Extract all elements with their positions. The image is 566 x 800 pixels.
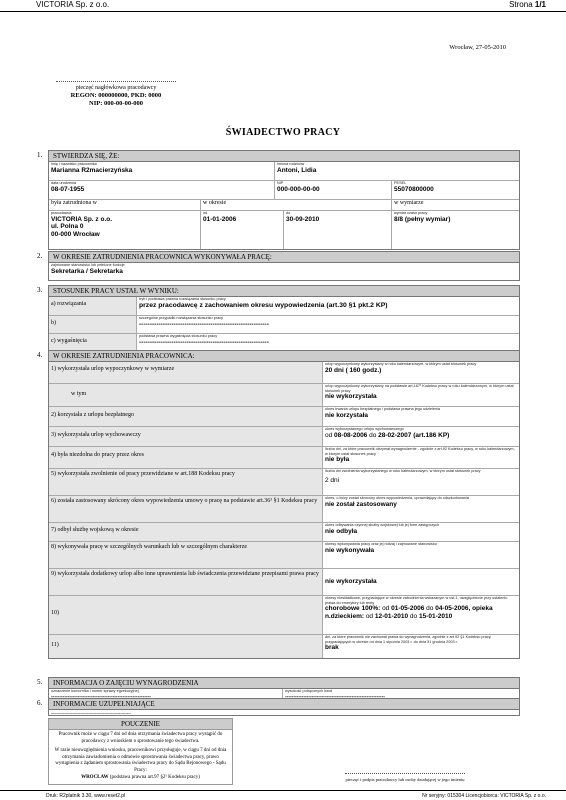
section-2: 2. W OKRESIE ZATRUDNIENIA PRACOWNICA WYKONYWAŁA PRACĘ: zajmowane stanowisko lub pełnione funkcje Sekretarka / Sekretarka xyxy=(48,251,520,281)
section-4: 4. W OKRESIE ZATRUDNIENIA PRACOWNICA: 1) wykorzystała urlop wypoczynkowy w wymiarze urlop wypoczynkowy wykorzystany w roku kalendarzowym, w którym ustał stosunek pracy 20 dni ( 160 godz.) w tym urlop wypoczynkowy wykorzystany na podstawie art.167¹ Kodeksu pracy w roku kalendarzowym, w którym ustał stosunek pracy nie wykorzystała 2) korzystała z urlopu bezpłatnego okres trwania urlopu bezpłatnego i podstawa prawna jego udzielenia nie korzystała 3) wykorzystała urlop wychowawczy okres wykorzystanego urlopu wychowawczego od 08-08-2006 do 28-02-2007 (art.186 KP) 4) była niezdolna do pracy przez okres liczba dni, za które pracownik otrzymał wynagrodzenie - zgodnie z art.92 Kodeksu pracy, w roku kalendarzowym, w którym ustał stosunek pracy nie była 5) wykorzystała zwolnienie od pracy przewidziane w art.188 Kodeksu pracy liczba dni zwolnienia wykorzystanego w roku kalendarzowym, w którym ustał stosunek pracy 2 dni 6) została zastosowany skrócony okres wypowiedzenia umowy o pracę na podstawie art.36¹ §1 Kodeksu pracy okres, o który został skrócony okres wypowiedzenia, uprawniający do odszkodowania nie został zastosowany 7) odbył służbę wojskową w okresie okres odbywania czynnej służby wojskowej lub jej form zastępczych nie odbyła 8) wykonywała pracę w szczególnych warunkach lub w szczególnym charakterze okresy wykonywania pracy oraz jej rodzaj i zajmowane stanowisko nie wykonywała 9) wykorzystała dodatkowy urlop albo inne uprawnienia lub świadczenia przewidziane przepisami prawa pracy nie wykorzystała 10) okresy nieskładkowe, przypadające w okresie zatrudnienia wskazanym w ust.1, uwzględnione przy ustaleniu prawa do emerytury lub renty chorobowe 100%: od 01-05-2006 do 04-05-2006, opieka n.dzieckiem: od 12-01-2010 do 15-01-2010 11) dni, za które pracownik nie zachował prawa do wynagrodzenia, zgodnie z art.92 §1 Kodeksu pracy, przypadających w okresie od dnia 1 stycznia 2003 r. do dnia 31 grudnia 2003 r. brak xyxy=(48,350,520,659)
section-2-header: W OKRESIE ZATRUDNIENIA PRACOWNICA WYKONYWAŁA PRACĘ: xyxy=(49,252,519,263)
section-3-header: STOSUNEK PRACY USTAŁ W WYNIKU: xyxy=(49,286,519,297)
instructions-title: POUCZENIE xyxy=(49,719,232,730)
signature-label: pieczęć i podpis pracodawcy lub osoby działającej w jego imieniu xyxy=(345,777,465,782)
employer-city: 00-000 Wrocław xyxy=(51,230,100,238)
section-1: 1. STWIERDZA SIĘ, ŻE: imię i nazwisko pracownika Marianna R2macierzyńska imiona rodziców Antoni, Lidia data urodzenia 08-07-1955 NIP 000-000-00-00 PESEL 55070800000 była zatrudniona w w okresie w wymiarze pracodawca VICTORIA Sp. z o.o. ul. Polna 0 00-000 Wrocław od 01-01-2006 do 30-09-2010 wymiar czasu pracy 8/8 (pełny wymiar) xyxy=(48,150,520,250)
page-footer: Druk: R2platnik 3.30, www.reset2.pl Nr seryjny: 015304 Licencjobiorca: VICTORIA Sp. z o.o. xyxy=(0,790,566,800)
employee-name: Marianna R2macierzyńska xyxy=(51,166,133,174)
stamp-label: pieczęć nagłówkowa pracodawcy xyxy=(75,85,157,91)
employment-to: 30-09-2010 xyxy=(286,215,320,223)
section-1-header: STWIERDZA SIĘ, ŻE: xyxy=(49,151,519,162)
employee-pesel: 55070800000 xyxy=(394,185,434,193)
header-page: Strona 1/1 xyxy=(509,0,546,9)
employer-name: VICTORIA Sp. z o.o. xyxy=(51,215,113,223)
header-company: VICTORIA Sp. z o.o. xyxy=(36,0,110,9)
employment-from: 01-01-2006 xyxy=(203,215,237,223)
instructions-box: POUCZENIE Pracownik może w ciągu 7 dni od dnia otrzymania świadectwa pracy wystąpić do pracodawcy z wnioskiem o sprostowanie tego świadectwa. W razie nieuwzględnienia wniosku, pracownikowi przysługuje, w ciągu 7 dni od dnia otrzymania zawiadomienia o odmowie sprostowania świadectwa pracy, prawo wystąpienia z żądaniem sprostowania świadectwa pracy do Sądu Rejonowego - Sądu Pracy: WROCŁAW (podstawa prawna art.97 §2¹ Kodeksu pracy) xyxy=(48,718,233,785)
vacation-days: 20 dni ( 160 godz.) xyxy=(325,366,382,374)
employer-stamp xyxy=(56,80,176,108)
page-title: ŚWIADECTWO PRACY xyxy=(225,127,341,138)
document-date: Wrocław, 27-05-2010 xyxy=(449,44,506,51)
signature-area xyxy=(290,773,520,782)
section-4-header: W OKRESIE ZATRUDNIENIA PRACOWNICA: xyxy=(49,351,519,362)
job-position: Sekretarka / Sekretarka xyxy=(51,267,123,275)
section-6-header: INFORMACJE UZUPEŁNIAJĄCE xyxy=(49,699,519,710)
termination-mode: przez pracodawcę z zachowaniem okresu wypowiedzenia (art.30 §1 pkt.2 KP) xyxy=(139,301,388,309)
birth-date: 08-07-1955 xyxy=(51,185,85,193)
employer-street: ul. Polna 0 xyxy=(51,223,84,230)
page-header xyxy=(0,0,566,12)
stamp-regon: REGON: 000000000, PKD: 0000 xyxy=(70,92,162,99)
employee-nip: 000-000-00-00 xyxy=(277,185,320,193)
work-time: 8/8 (pełny wymiar) xyxy=(394,215,451,223)
section-3: 3. STOSUNEK PRACY USTAŁ W WYNIKU: a) rozwiązania tryb i podstawa prawna rozwiązania stosunku pracy przez pracodawcę z zachowaniem okresu wypowiedzenia (art.30 §1 pkt.2 KP) b) szczególne przypadki rozwiązania stosunku pracy ------------------------------------------------------------ c) wygaśnięcia podstawa prawna wygaśnięcia stosunku pracy ------------------------------------------------------------ xyxy=(48,285,520,352)
parental-leave-period: od 08-08-2006 do 28-02-2007 (art.186 KP) xyxy=(325,431,450,439)
section-5-header: INFORMACJA O ZAJĘCIU WYNAGRODZENIA xyxy=(49,678,519,689)
stamp-nip: NIP: 000-00-00-000 xyxy=(89,100,143,107)
section-6: 6. INFORMACJE UZUPEŁNIAJĄCE ------------------------------------------------------------ xyxy=(48,698,520,716)
section-5: 5. INFORMACJA O ZAJĘCIU WYNAGRODZENIA oznaczenie komornika i numer sprawy egzekucyjnej ------------------------------------------------------------ wysokość potrąconych kwot ------------------------------------------------------------ xyxy=(48,677,520,704)
parents-names: Antoni, Lidia xyxy=(277,166,317,174)
